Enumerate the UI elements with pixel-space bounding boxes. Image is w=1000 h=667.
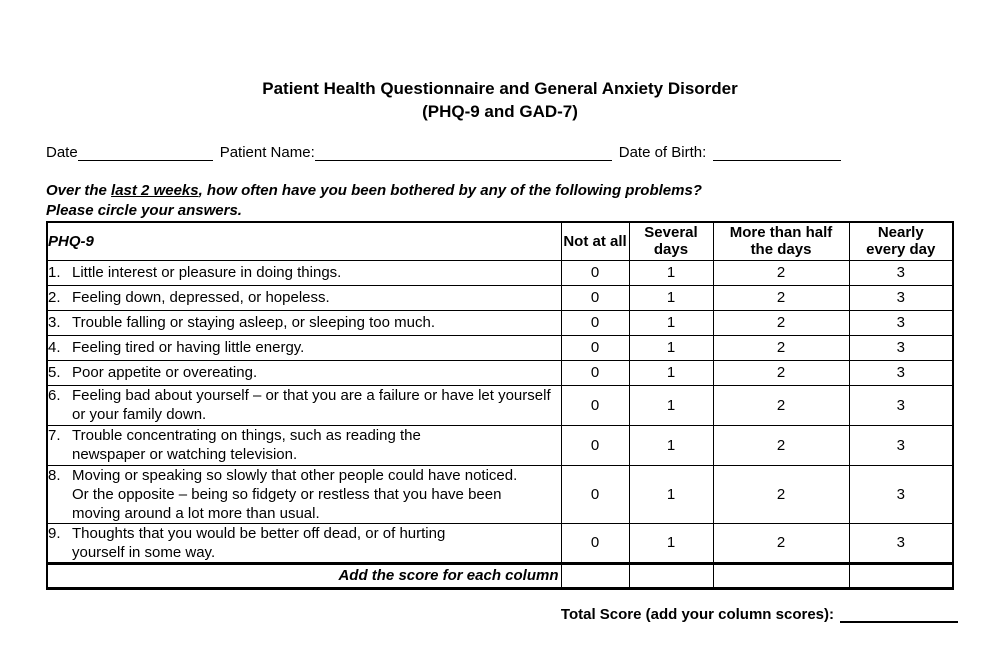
question-cell xyxy=(47,465,561,523)
score-option-0[interactable]: 0 xyxy=(561,465,629,523)
question-text: Thoughts that you would be better off dead, or of hurting yourself in some way. xyxy=(72,524,446,561)
question-text: Feeling tired or having little energy. xyxy=(72,339,305,356)
table-row-7 xyxy=(47,425,953,465)
instructions xyxy=(46,181,702,221)
score-option-1[interactable]: 1 xyxy=(629,523,713,563)
score-option-1[interactable]: 1 xyxy=(629,260,713,285)
table-row-8 xyxy=(47,465,953,523)
question-text: Feeling down, depressed, or hopeless. xyxy=(72,289,330,306)
column-score-cell-0[interactable] xyxy=(561,563,629,588)
score-option-2[interactable]: 2 xyxy=(713,385,849,425)
score-option-0[interactable]: 0 xyxy=(561,425,629,465)
question-text: Moving or speaking so slowly that other people could have noticed. Or the opposite – being so fidgety or restless that you have been moving around a lot more than usual. xyxy=(72,466,518,522)
score-option-0[interactable]: 0 xyxy=(561,360,629,385)
column-score-cell-3[interactable] xyxy=(849,563,953,588)
dob-label: Date of Birth: xyxy=(618,144,707,161)
table-row-5 xyxy=(47,360,953,385)
score-option-2[interactable]: 2 xyxy=(713,310,849,335)
question-text: Trouble concentrating on things, such as reading the newspaper or watching television. xyxy=(72,427,421,463)
question-cell xyxy=(47,523,561,563)
instructions-line-1 xyxy=(46,181,702,201)
instructions-underlined: last 2 weeks xyxy=(111,182,199,199)
patient-name-label: Patient Name: xyxy=(219,144,315,161)
score-option-3[interactable]: 3 xyxy=(849,260,953,285)
score-option-3[interactable]: 3 xyxy=(849,523,953,563)
question-text: Trouble falling or staying asleep, or sleeping too much. xyxy=(72,314,435,331)
score-option-1[interactable]: 1 xyxy=(629,310,713,335)
question-number: 2. xyxy=(48,289,61,306)
question-number: 4. xyxy=(48,339,61,356)
question-number: 6. xyxy=(48,387,61,404)
total-score-row xyxy=(561,606,958,623)
total-score-label: Total Score (add your column scores): xyxy=(560,606,834,623)
question-cell xyxy=(47,335,561,360)
question-number: 1. xyxy=(48,264,61,281)
score-option-2[interactable]: 2 xyxy=(713,465,849,523)
score-option-2[interactable]: 2 xyxy=(713,260,849,285)
date-input-line[interactable] xyxy=(78,145,213,161)
question-text: Feeling bad about yourself – or that you are a failure or have let yourself or your family down. xyxy=(72,387,551,423)
table-row-6 xyxy=(47,385,953,425)
question-cell xyxy=(47,285,561,310)
footer-label-cell xyxy=(47,563,561,588)
footer-label: Add the score for each column xyxy=(338,567,559,584)
score-option-2[interactable]: 2 xyxy=(713,425,849,465)
score-option-1[interactable]: 1 xyxy=(629,465,713,523)
score-option-2[interactable]: 2 xyxy=(713,523,849,563)
table-row-2 xyxy=(47,285,953,310)
title-line-2: (PHQ-9 and GAD-7) xyxy=(422,102,578,121)
instructions-suffix: , how often have you been bothered by any of the following problems? xyxy=(198,182,702,199)
column-header-several-days: Several days xyxy=(629,222,713,260)
question-number: 9. xyxy=(48,524,61,542)
patient-meta-row xyxy=(46,144,841,161)
score-option-3[interactable]: 3 xyxy=(849,360,953,385)
column-header-nearly-every-day: Nearly every day xyxy=(849,222,953,260)
table-row-4 xyxy=(47,335,953,360)
title-line-1: Patient Health Questionnaire and General Anxiety Disorder xyxy=(262,79,738,98)
score-option-0[interactable]: 0 xyxy=(561,523,629,563)
question-text: Poor appetite or overeating. xyxy=(72,364,258,381)
score-option-2[interactable]: 2 xyxy=(713,360,849,385)
table-header-row xyxy=(47,222,953,260)
question-number: 8. xyxy=(48,466,61,484)
score-option-1[interactable]: 1 xyxy=(629,425,713,465)
table-row-1 xyxy=(47,260,953,285)
instructions-line-2: Please circle your answers. xyxy=(46,202,242,219)
score-option-1[interactable]: 1 xyxy=(629,385,713,425)
question-number: 5. xyxy=(48,364,61,381)
patient-name-input-line[interactable] xyxy=(315,145,612,161)
column-score-cell-2[interactable] xyxy=(713,563,849,588)
score-option-2[interactable]: 2 xyxy=(713,285,849,310)
question-cell xyxy=(47,360,561,385)
score-option-1[interactable]: 1 xyxy=(629,335,713,360)
table-row-3 xyxy=(47,310,953,335)
score-option-0[interactable]: 0 xyxy=(561,385,629,425)
score-option-3[interactable]: 3 xyxy=(849,425,953,465)
score-option-3[interactable]: 3 xyxy=(849,335,953,360)
column-header-more-than-half: More than half the days xyxy=(713,222,849,260)
question-number: 3. xyxy=(48,314,61,331)
dob-input-line[interactable] xyxy=(713,145,841,161)
question-text: Little interest or pleasure in doing things. xyxy=(72,264,342,281)
score-option-0[interactable]: 0 xyxy=(561,310,629,335)
score-option-3[interactable]: 3 xyxy=(849,310,953,335)
total-score-input-line[interactable] xyxy=(840,606,958,623)
question-cell xyxy=(47,260,561,285)
column-header-not-at-all: Not at all xyxy=(561,222,629,260)
table-footer-row xyxy=(47,563,953,588)
score-option-1[interactable]: 1 xyxy=(629,285,713,310)
page-title xyxy=(0,77,1000,123)
question-cell xyxy=(47,385,561,425)
score-option-3[interactable]: 3 xyxy=(849,465,953,523)
phq9-table xyxy=(46,221,954,590)
question-cell xyxy=(47,425,561,465)
score-option-0[interactable]: 0 xyxy=(561,285,629,310)
instructions-prefix: Over the xyxy=(46,182,112,199)
date-label: Date xyxy=(46,144,78,161)
score-option-0[interactable]: 0 xyxy=(561,260,629,285)
question-cell xyxy=(47,310,561,335)
score-option-2[interactable]: 2 xyxy=(713,335,849,360)
score-option-3[interactable]: 3 xyxy=(849,385,953,425)
table-row-9 xyxy=(47,523,953,563)
table-title-phq9: PHQ-9 xyxy=(47,222,561,260)
question-number: 7. xyxy=(48,427,61,444)
column-score-cell-1[interactable] xyxy=(629,563,713,588)
score-option-3[interactable]: 3 xyxy=(849,285,953,310)
score-option-0[interactable]: 0 xyxy=(561,335,629,360)
phq9-table-wrap xyxy=(46,221,954,590)
score-option-1[interactable]: 1 xyxy=(629,360,713,385)
